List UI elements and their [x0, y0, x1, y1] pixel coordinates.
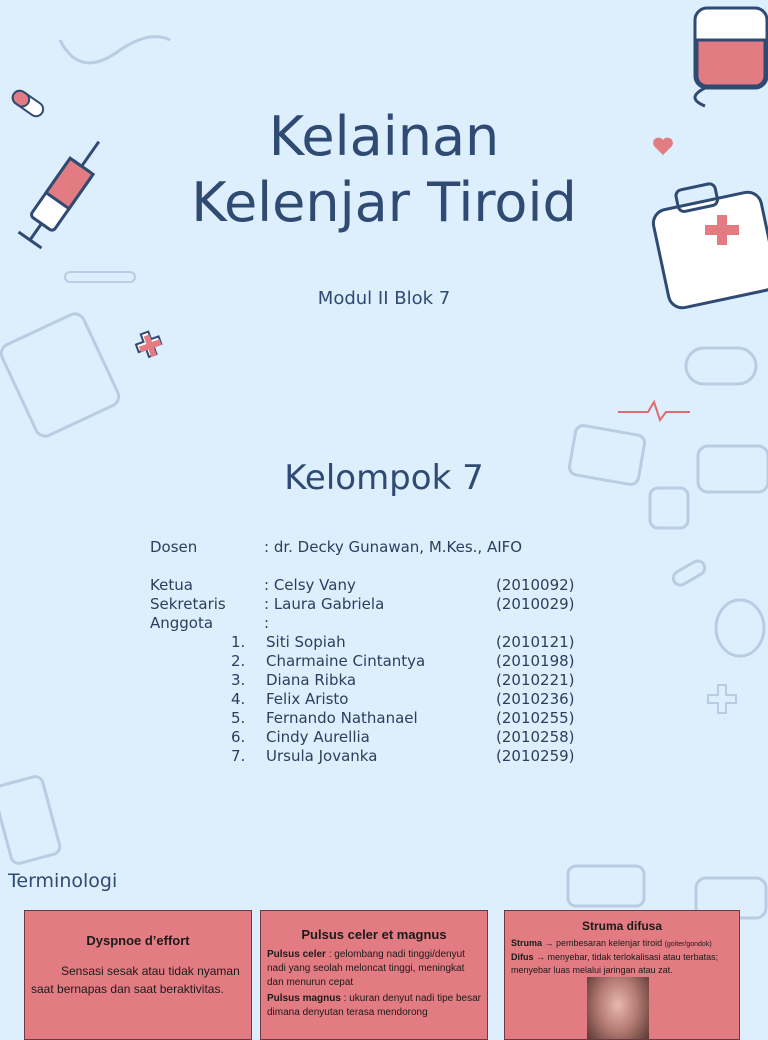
- member-nim: (2010198): [496, 652, 575, 670]
- member-nim: (2010221): [496, 671, 575, 689]
- group-title: Kelompok 7: [284, 458, 484, 498]
- member-nim: (2010121): [496, 633, 575, 651]
- desc-difus: → menyebar, tidak terlokalisasi atau terbatas; menyebar luas melalui jaringan atau zat.: [511, 952, 719, 975]
- sekretaris-value: : Laura Gabriela: [264, 595, 385, 613]
- bandage-icon: [686, 348, 756, 384]
- member-name: Cindy Aurellia: [266, 728, 370, 746]
- card-body: [511, 951, 733, 977]
- member-nim: (2010259): [496, 747, 575, 765]
- term-card-struma: [504, 910, 740, 1040]
- member-number: 3.: [231, 671, 246, 689]
- capsule-faint-icon: [671, 558, 707, 587]
- subtitle: Modul II Blok 7: [317, 288, 451, 309]
- goiter-photo: [587, 977, 649, 1040]
- lungs-faint-icon: [716, 600, 764, 656]
- term-struma: Struma: [511, 938, 543, 948]
- member-number: 1.: [231, 633, 246, 651]
- title-line-2: Kelenjar Tiroid: [191, 171, 577, 234]
- term-difus: Difus: [511, 952, 534, 962]
- card-title: Dyspnoe d’effort: [86, 933, 190, 948]
- sekretaris-label: Sekretaris: [150, 595, 226, 613]
- desc-pulsus-magnus: : ukuran denyut nadi tipe besar dimana denyutan terasa mendorong: [267, 993, 481, 1018]
- term-card-dyspnoe: [24, 910, 252, 1040]
- member-number: 5.: [231, 709, 246, 727]
- dosen-label: Dosen: [150, 538, 198, 556]
- anggota-value: :: [264, 614, 270, 632]
- member-name: Charmaine Cintantya: [266, 652, 426, 670]
- member-name: Siti Sopiah: [266, 633, 346, 651]
- medkit-bottom-faint-icon: [568, 866, 644, 906]
- ketua-label: Ketua: [150, 576, 193, 594]
- member-nim: (2010236): [496, 690, 575, 708]
- pulse-icon: [618, 402, 690, 420]
- terminologi-heading: Terminologi: [8, 870, 118, 892]
- device-faint-icon: [0, 775, 62, 865]
- cross-icon: [133, 329, 164, 360]
- note-struma: (goiter/gondok): [664, 941, 712, 948]
- cross-faint-icon: [708, 685, 736, 713]
- member-name: Fernando Nathanael: [266, 709, 418, 727]
- term-card-pulsus: [260, 910, 488, 1040]
- card-title: Struma difusa: [581, 919, 662, 933]
- card-body: [267, 948, 481, 990]
- term-pulsus-celer: Pulsus celer: [267, 949, 326, 960]
- member-number: 7.: [231, 747, 246, 765]
- member-number: 2.: [231, 652, 246, 670]
- member-nim: (2010255): [496, 709, 575, 727]
- card-body: [511, 937, 733, 951]
- sekretaris-nim: (2010029): [496, 595, 575, 613]
- card-title: Pulsus celer et magnus: [301, 927, 447, 942]
- card-body: [267, 992, 481, 1020]
- member-number: 6.: [231, 728, 246, 746]
- ketua-nim: (2010092): [496, 576, 575, 594]
- member-name: Ursula Jovanka: [266, 747, 378, 765]
- member-number: 4.: [231, 690, 246, 708]
- desc-pulsus-celer: : gelombang nadi tinggi/denyut nadi yang seolah meloncat tinggi, meningkat dan menurun cepat: [267, 949, 465, 988]
- title-line-1: Kelainan: [268, 105, 500, 168]
- anggota-label: Anggota: [150, 614, 214, 632]
- term-pulsus-magnus: Pulsus magnus: [267, 993, 341, 1004]
- ketua-value: : Celsy Vany: [264, 576, 356, 594]
- member-nim: (2010258): [496, 728, 575, 746]
- blood-bag-icon: [695, 8, 767, 106]
- stethoscope-icon: [60, 37, 170, 63]
- member-name: Diana Ribka: [266, 671, 357, 689]
- desc-struma: → pembesaran kelenjar tiroid: [542, 938, 665, 948]
- member-name: Felix Aristo: [266, 690, 349, 708]
- blister-pack-icon: [0, 311, 122, 440]
- card-body: Sensasi sesak atau tidak nyaman saat bernapas dan saat beraktivitas.: [31, 964, 240, 996]
- thermometer-icon: [65, 272, 135, 282]
- dosen-value: : dr. Decky Gunawan, M.Kes., AIFO: [264, 538, 523, 556]
